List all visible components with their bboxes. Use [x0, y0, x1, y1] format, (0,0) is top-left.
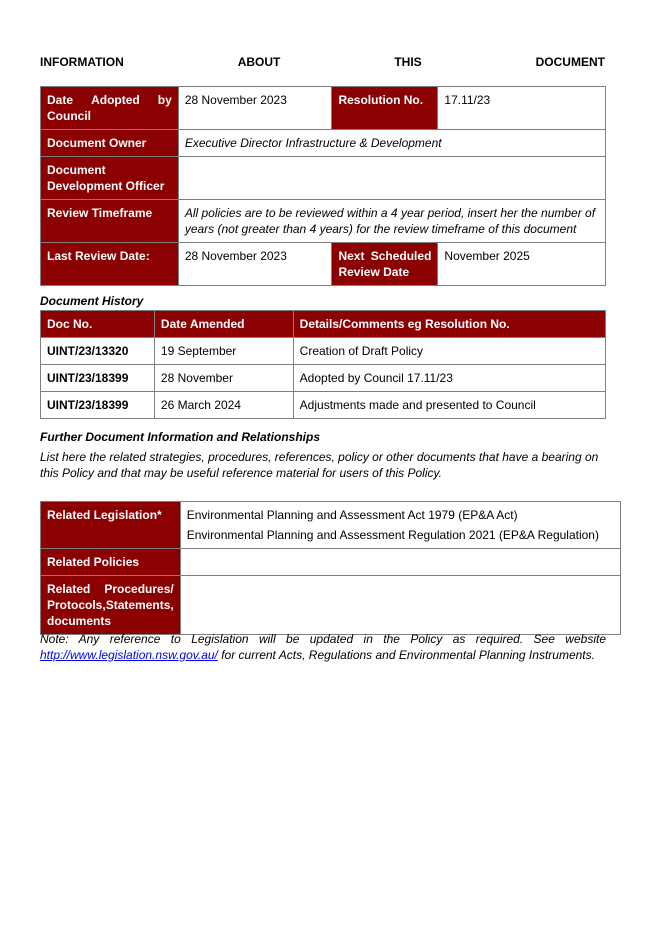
doc-no-cell: UINT/23/18399 [41, 392, 155, 419]
related-policies-value [180, 549, 620, 576]
history-header: Details/Comments eg Resolution No. [293, 311, 605, 338]
header-word: THIS [394, 55, 422, 69]
legislation-note: Note: Any reference to Legislation will be updated in the Policy as required. See website http://www.legislation.nsw.gov.au/ for current Acts, Regulations and Environmental Planning Instruments. [40, 632, 606, 662]
owner-label: Document Owner [41, 130, 179, 157]
related-legislation-label: Related Legislation* [41, 502, 181, 549]
document-info-table [40, 86, 606, 286]
history-header: Date Amended [154, 311, 293, 338]
related-policies-label: Related Policies [41, 549, 181, 576]
table-row [41, 338, 606, 365]
doc-no-cell: UINT/23/13320 [41, 338, 155, 365]
history-title: Document History [40, 294, 144, 308]
further-info-title: Further Document Information and Relationships [40, 430, 321, 444]
date-cell: 26 March 2024 [154, 392, 293, 419]
date-adopted-value: 28 November 2023 [178, 87, 332, 130]
date-cell: 19 September [154, 338, 293, 365]
legislation-link[interactable]: http://www.legislation.nsw.gov.au/ [40, 648, 218, 662]
next-review-label: Next Scheduled Review Date [332, 243, 438, 286]
last-review-value: 28 November 2023 [178, 243, 332, 286]
history-header: Doc No. [41, 311, 155, 338]
legislation-item: Environmental Planning and Assessment Act 1979 (EP&A Act) [186, 508, 518, 522]
date-cell: 28 November [154, 365, 293, 392]
legislation-item: Environmental Planning and Assessment Regulation 2021 (EP&A Regulation) [186, 528, 599, 542]
header-word: INFORMATION [40, 55, 124, 69]
dev-officer-value [178, 157, 605, 200]
resolution-value: 17.11/23 [438, 87, 606, 130]
history-table [40, 310, 606, 419]
related-procedures-value [180, 576, 620, 635]
review-timeframe-value: All policies are to be reviewed within a 4 year period, insert her the number of years (not greater than 4 years) for the review timeframe of this document [178, 200, 605, 243]
header-word: DOCUMENT [535, 55, 605, 69]
header-word: ABOUT [237, 55, 281, 69]
table-row [41, 392, 606, 419]
document-header [40, 55, 605, 69]
date-adopted-label: Date Adopted by Council [41, 87, 179, 130]
last-review-label: Last Review Date: [41, 243, 179, 286]
review-timeframe-label: Review Timeframe [41, 200, 179, 243]
resolution-label: Resolution No. [332, 87, 438, 130]
dev-officer-label: Document Development Officer [41, 157, 179, 200]
details-cell: Creation of Draft Policy [293, 338, 605, 365]
related-legislation-value [180, 502, 620, 549]
next-review-value: November 2025 [438, 243, 606, 286]
details-cell: Adjustments made and presented to Council [293, 392, 605, 419]
owner-value: Executive Director Infrastructure & Development [178, 130, 605, 157]
table-row [41, 365, 606, 392]
details-cell: Adopted by Council 17.11/23 [293, 365, 605, 392]
doc-no-cell: UINT/23/18399 [41, 365, 155, 392]
related-procedures-label: Related Procedures/ Protocols, Statements, documents [41, 576, 181, 635]
related-documents-table [40, 501, 621, 635]
further-info-description: List here the related strategies, procedures, references, policy or other documents that have a bearing on this Policy and that may be useful reference material for users of this Policy. [40, 450, 599, 480]
